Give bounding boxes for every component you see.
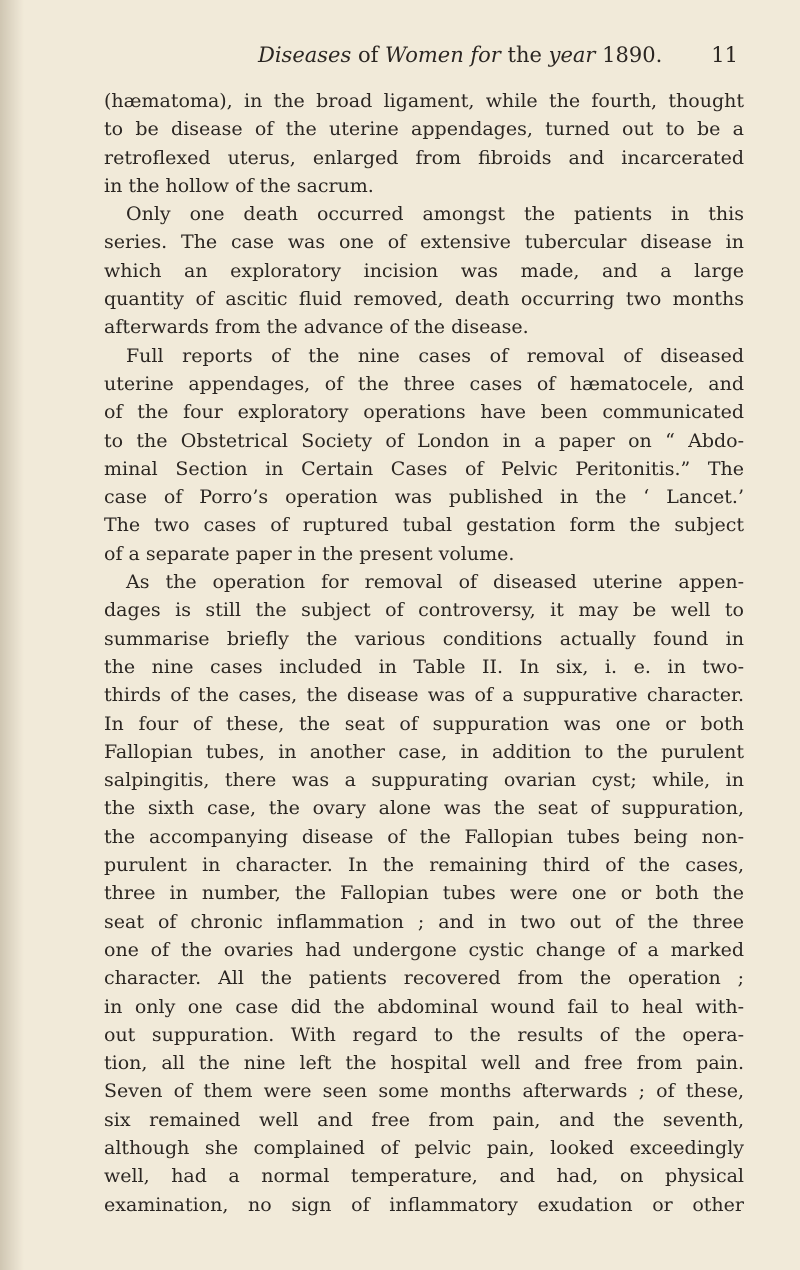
text-line: Seven of them were seen some months afterwards ; of these, xyxy=(104,1080,744,1103)
text-line: out suppuration. With regard to the results of the opera- xyxy=(104,1023,744,1046)
text-line: although she complained of pelvic pain, looked exceedingly xyxy=(104,1136,744,1159)
text-line: which an exploratory incision was made, and a large xyxy=(104,259,744,282)
text-line: purulent in character. In the remaining third of the cases, xyxy=(104,854,744,877)
text-line: retroflexed uterus, enlarged from fibroids and incarcerated xyxy=(104,146,744,169)
text-line: Only one death occurred amongst the patients in this xyxy=(126,203,744,226)
text-line: In four of these, the seat of suppuration was one or both xyxy=(104,712,744,735)
binding-edge-shadow xyxy=(0,0,24,1270)
text-line: of the four exploratory operations have been communicated xyxy=(104,401,744,424)
text-line: afterwards from the advance of the disease. xyxy=(104,316,529,339)
running-head-of: of xyxy=(351,43,386,67)
text-line: Full reports of the nine cases of removal of diseased xyxy=(126,344,744,367)
running-head-year: year xyxy=(548,43,596,67)
text-line: the sixth case, the ovary alone was the seat of suppuration, xyxy=(104,797,744,820)
running-head-women-for: Women for xyxy=(385,43,501,67)
page-header xyxy=(104,40,738,74)
text-line: of a separate paper in the present volume. xyxy=(104,542,515,565)
text-line: case of Porro’s operation was published in the ‘ Lancet.’ xyxy=(104,486,744,509)
text-line: summarise briefly the various conditions actually found in xyxy=(104,627,744,650)
text-line: to be disease of the uterine appendages, turned out to be a xyxy=(104,118,744,141)
body-text xyxy=(104,87,744,1219)
text-line: one of the ovaries had undergone cystic change of a marked xyxy=(104,938,744,961)
text-line: well, had a normal temperature, and had, on physical xyxy=(104,1165,744,1188)
text-line: the nine cases included in Table II. In six, i. e. in two- xyxy=(104,655,744,678)
text-line: salpingitis, there was a suppurating ovarian cyst; while, in xyxy=(104,769,744,792)
text-line: in the hollow of the sacrum. xyxy=(104,174,374,197)
text-line: As the operation for removal of diseased uterine appen- xyxy=(126,571,744,594)
text-line: dages is still the subject of controversy, it may be well to xyxy=(104,599,744,622)
text-line: The two cases of ruptured tubal gestation form the subject xyxy=(104,514,744,537)
text-line: examination, no sign of inflammatory exudation or other xyxy=(104,1193,744,1216)
text-line: quantity of ascitic fluid removed, death occurring two months xyxy=(104,288,744,311)
text-line: series. The case was one of extensive tubercular disease in xyxy=(104,231,744,254)
running-head-diseases: Diseases xyxy=(258,43,352,67)
text-line: seat of chronic inflammation ; and in two out of the three xyxy=(104,910,744,933)
text-line: the accompanying disease of the Fallopian tubes being non- xyxy=(104,825,744,848)
text-line: in only one case did the abdominal wound fail to heal with- xyxy=(104,995,744,1018)
running-head-the: the xyxy=(500,43,549,67)
text-line: character. All the patients recovered from the operation ; xyxy=(104,967,744,990)
running-head-1890: 1890. xyxy=(595,43,663,67)
text-line: thirds of the cases, the disease was of a suppurative character. xyxy=(104,684,744,707)
text-line: three in number, the Fallopian tubes were one or both the xyxy=(104,882,744,905)
text-line: minal Section in Certain Cases of Pelvic Peritonitis.” The xyxy=(104,457,744,480)
page-number: 11 xyxy=(711,43,738,67)
text-line: to the Obstetrical Society of London in a paper on “ Abdo- xyxy=(104,429,744,452)
text-line: uterine appendages, of the three cases of hæmatocele, and xyxy=(104,372,744,395)
text-line: (hæmatoma), in the broad ligament, while the fourth, thought xyxy=(104,90,744,112)
running-head xyxy=(258,40,662,70)
text-line: Fallopian tubes, in another case, in addition to the purulent xyxy=(104,740,744,763)
text-line: six remained well and free from pain, and the seventh, xyxy=(104,1108,744,1131)
text-line: tion, all the nine left the hospital well and free from pain. xyxy=(104,1052,744,1075)
